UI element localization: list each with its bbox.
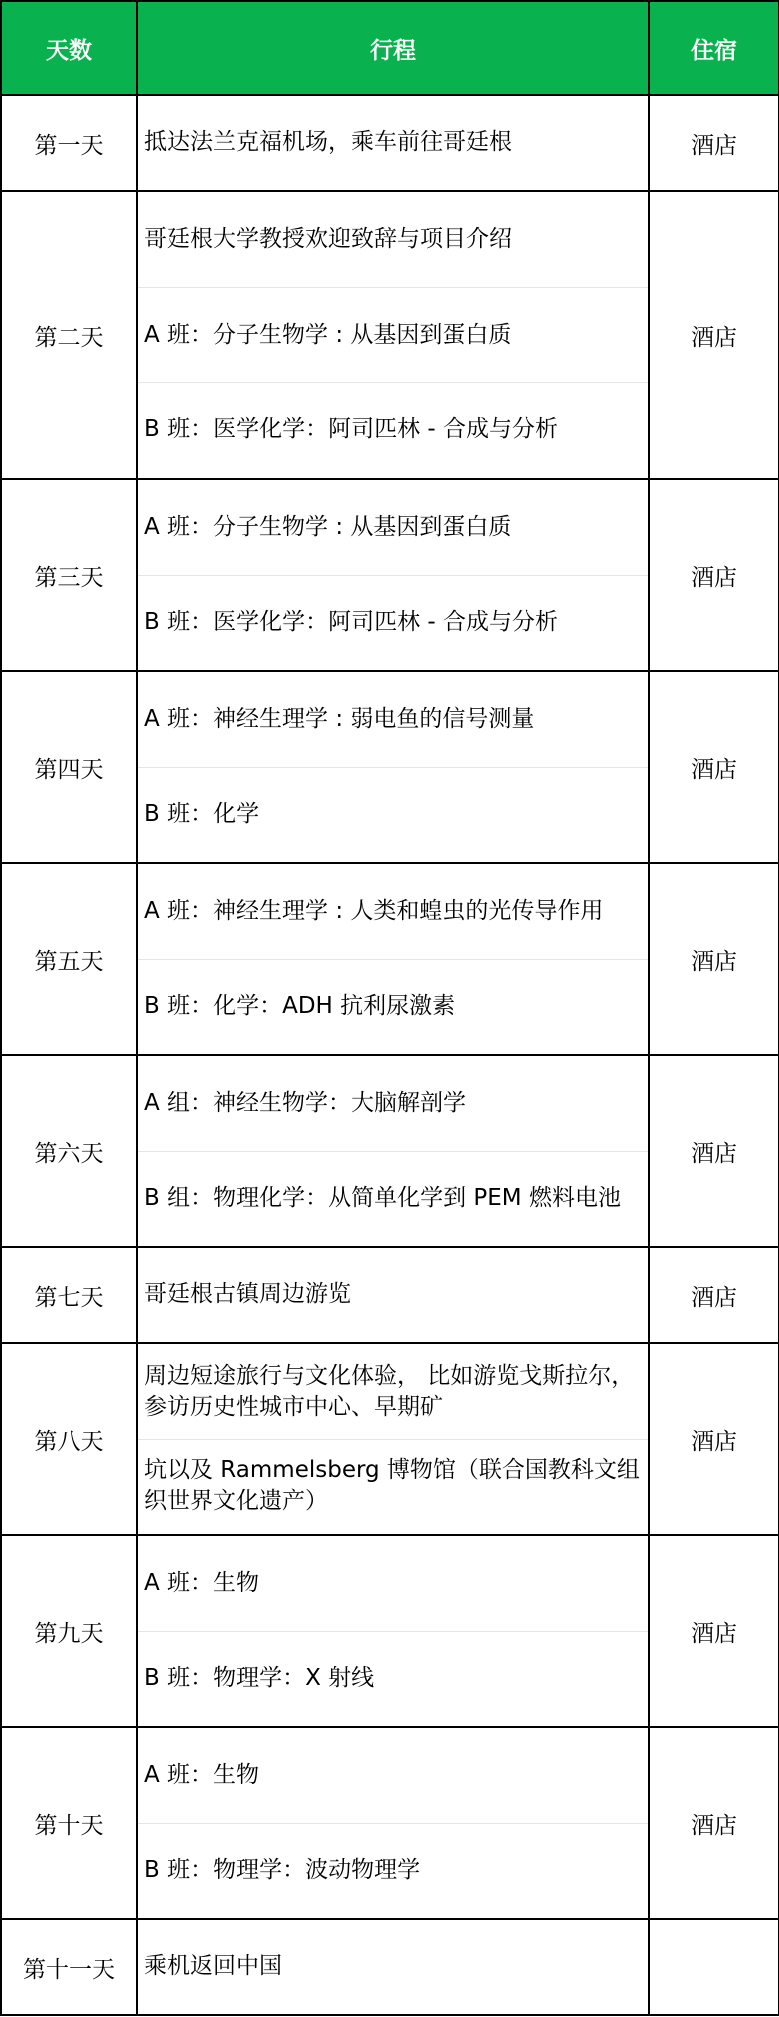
plan-item: B 班：物理学：波动物理学 [138,1823,648,1916]
table-row [1,95,779,191]
day-cell: 第四天 [1,671,137,863]
table-header-row [1,1,779,95]
plan-item: A 班：分子生物学 : 从基因到蛋白质 [144,514,512,540]
table-row [1,671,779,863]
day-cell: 第八天 [1,1343,137,1535]
plan-item: B 组：物理化学：从简单化学到 PEM 燃料电池 [138,1151,648,1244]
stay-cell: 酒店 [649,479,779,671]
day-cell: 第十一天 [1,1919,137,2015]
day-cell: 第三天 [1,479,137,671]
plan-item: B 班：化学 [138,767,648,860]
plan-item: A 组：神经生物学：大脑解剖学 [144,1090,467,1116]
day-cell: 第六天 [1,1055,137,1247]
header-plan: 行程 [137,1,649,95]
day-cell: 第一天 [1,95,137,191]
stay-cell [649,1919,779,2015]
plan-item: A 班：生物 [144,1762,260,1788]
plan-item: A 班：神经生理学 : 弱电鱼的信号测量 [144,706,535,732]
plan-item: 坑以及 Rammelsberg 博物馆（联合国教科文组织世界文化遗产） [138,1439,648,1532]
plan-cell [137,95,649,191]
table-row [1,1535,779,1727]
plan-cell [137,863,649,1055]
plan-item: B 班：医学化学：阿司匹林 - 合成与分析 [138,575,648,668]
plan-cell [137,1247,649,1343]
stay-cell: 酒店 [649,671,779,863]
plan-cell [137,1727,649,1919]
stay-cell: 酒店 [649,1343,779,1535]
stay-cell: 酒店 [649,191,779,479]
day-cell: 第七天 [1,1247,137,1343]
table-row [1,479,779,671]
plan-item: 周边短途旅行与文化体验， 比如游览戈斯拉尔，参访历史性城市中心、早期矿 [144,1362,635,1420]
plan-item: 抵达法兰克福机场，乘车前往哥廷根 [144,128,512,155]
stay-cell: 酒店 [649,863,779,1055]
plan-item: A 班：神经生理学 : 人类和蝗虫的光传导作用 [144,898,604,924]
plan-item: A 班：生物 [144,1570,260,1596]
stay-cell: 酒店 [649,1727,779,1919]
plan-cell [137,191,649,479]
plan-cell [137,1535,649,1727]
day-cell: 第十天 [1,1727,137,1919]
plan-item: 哥廷根古镇周边游览 [144,1280,351,1307]
stay-cell: 酒店 [649,1055,779,1247]
plan-cell [137,671,649,863]
stay-cell: 酒店 [649,1247,779,1343]
plan-cell [137,1343,649,1535]
plan-item: B 班：物理学：X 射线 [138,1631,648,1724]
plan-item: B 班：医学化学：阿司匹林 - 合成与分析 [138,382,648,476]
day-cell: 第九天 [1,1535,137,1727]
plan-cell [137,1055,649,1247]
table-row [1,863,779,1055]
plan-item: 哥廷根大学教授欢迎致辞与项目介绍 [144,226,512,252]
stay-cell: 酒店 [649,1535,779,1727]
header-stay: 住宿 [649,1,779,95]
table-row [1,1919,779,2015]
table-row [1,1055,779,1247]
day-cell: 第二天 [1,191,137,479]
plan-item: A 班：分子生物学 : 从基因到蛋白质 [138,287,648,382]
plan-cell [137,479,649,671]
plan-cell [137,1919,649,2015]
table-row [1,191,779,479]
plan-item: B 班：化学：ADH 抗利尿激素 [138,959,648,1052]
table-row [1,1247,779,1343]
plan-item: 乘机返回中国 [144,1952,282,1979]
stay-cell: 酒店 [649,95,779,191]
day-cell: 第五天 [1,863,137,1055]
header-day: 天数 [1,1,137,95]
table-row [1,1727,779,1919]
table-row [1,1343,779,1535]
